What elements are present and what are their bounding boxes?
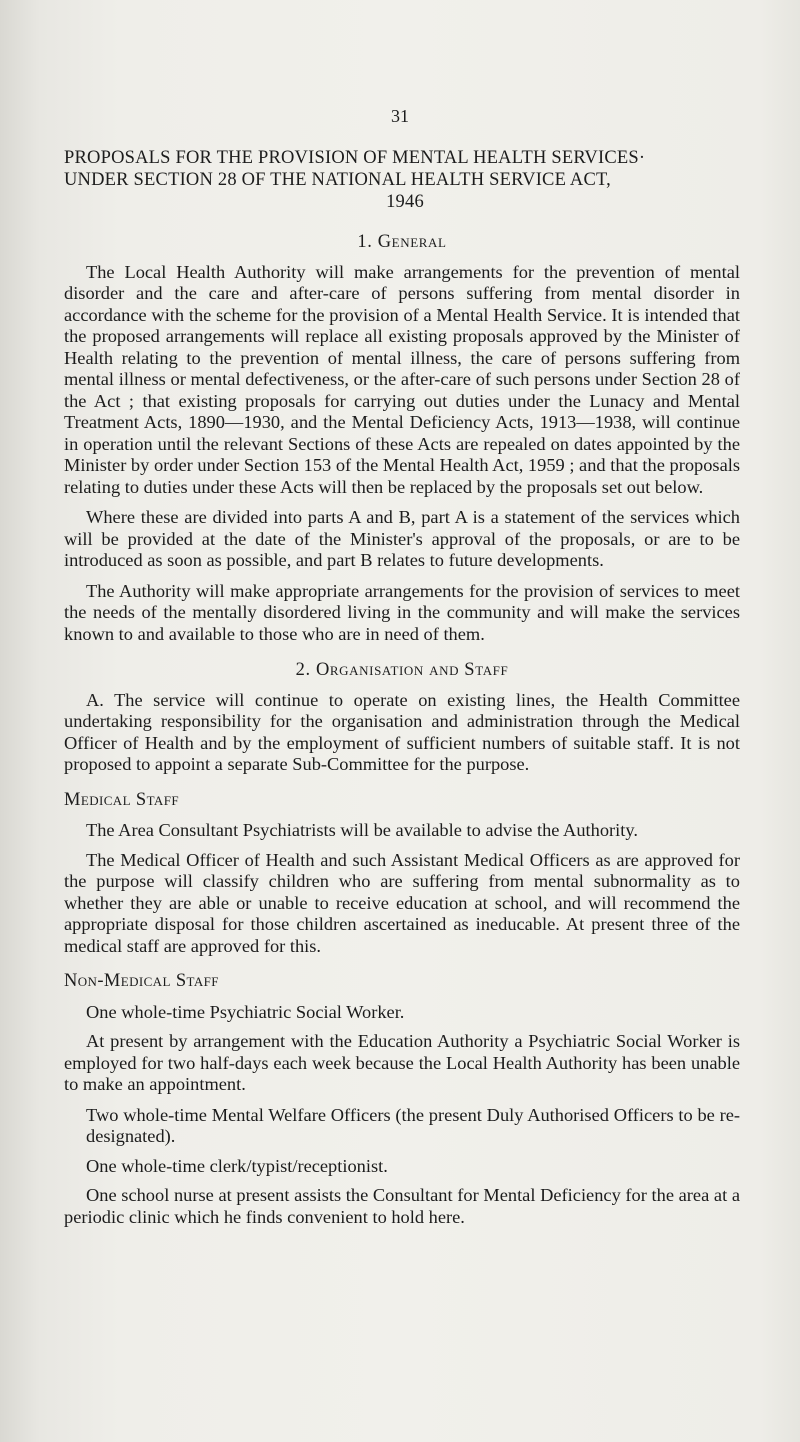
non-medical-staff-paragraph-1: One whole-time Psychiatric Social Worker. [86, 1001, 405, 1022]
section-organisation [64, 660, 740, 776]
section-heading-organisation: 2. Organisation and Staff [295, 660, 509, 680]
non-medical-staff-heading: Non-Medical Staff [64, 971, 219, 991]
general-paragraph-1: The Local Health Authority will make arrangements for the prevention of mental disorder and the care and after-care of persons suffering from mental disorder in accordance with the scheme for the provision of a Mental Health Service. It is intended that the proposed arrangements will replace all existing proposals approved by the Minister of Health relating to the prevention of mental illness, the care of persons suffering from mental illness or mental defectiveness, or the after-care of such persons under Section 28 of the Act ; that existing proposals for carrying out duties under the Lunacy and Mental Treatment Acts, 1890—1930, and the Mental Deficiency Acts, 1913—1938, will continue in operation until the relevant Sections of these Acts are repealed on dates appointed by the Minister by order under Section 153 of the Mental Health Act, 1959 ; and that the proposals relating to duties under these Acts will then be replaced by the proposals set out below. [64, 261, 740, 497]
section-heading-general: 1. General [357, 232, 447, 252]
section-general [64, 232, 740, 645]
medical-staff-paragraph-2: The Medical Officer of Health and such Assistant Medical Officers as are approved for the purpose will classify children who are suffering from mental subnormality as to whether they are able or unable to receive education at school, and will recommend the appropriate disposal for those children ascertained as ineducable. At present three of the medical staff are approved for this. [64, 849, 740, 956]
non-medical-staff-paragraph-2: At present by arrangement with the Education Authority a Psychiatric Social Worker is employed for two half-days each week because the Local Health Authority has been unable to make an appointment. [64, 1031, 740, 1094]
section-medical-staff [64, 790, 740, 958]
title-line-2: UNDER SECTION 28 OF THE NATIONAL HEALTH SERVICE ACT, [64, 170, 611, 190]
title-line-3: 1946 [386, 192, 424, 212]
page-number: 31 [391, 106, 409, 126]
non-medical-staff-paragraph-4: One whole-time clerk/typist/receptionist. [86, 1155, 388, 1176]
medical-staff-paragraph-1: The Area Consultant Psychiatrists will be available to advise the Authority. [86, 820, 638, 840]
non-medical-staff-paragraph-3: Two whole-time Mental Welfare Officers (the present Duly Authorised Officers to be re-designated). [86, 1104, 740, 1146]
title-line-1: PROPOSALS FOR THE PROVISION OF MENTAL HEALTH SERVICES· [64, 148, 646, 168]
general-paragraph-2: Where these are divided into parts A and B, part A is a statement of the services which will be provided at the date of the Minister's approval of the proposals, or are to be introduced as soon as possible, and part B relates to future developments. [64, 507, 740, 570]
organisation-paragraph-1: A. The service will continue to operate on existing lines, the Health Committee undertaking responsibility for the organisation and administration through the Medical Officer of Health and by the employment of sufficient numbers of suitable staff. It is not proposed to appoint a separate Sub-Committee for the purpose. [64, 689, 740, 774]
general-paragraph-3: The Authority will make appropriate arrangements for the provision of services to meet the needs of the mentally disordered living in the community and will make the services known to and available to those who are in need of them. [64, 580, 740, 644]
document-title [64, 147, 740, 213]
non-medical-staff-paragraph-5: One school nurse at present assists the Consultant for Mental Deficiency for the area at a periodic clinic which he finds convenient to hold here. [64, 1185, 740, 1227]
section-non-medical-staff [64, 971, 740, 1228]
medical-staff-heading: Medical Staff [64, 789, 179, 810]
document-body [64, 232, 740, 1237]
